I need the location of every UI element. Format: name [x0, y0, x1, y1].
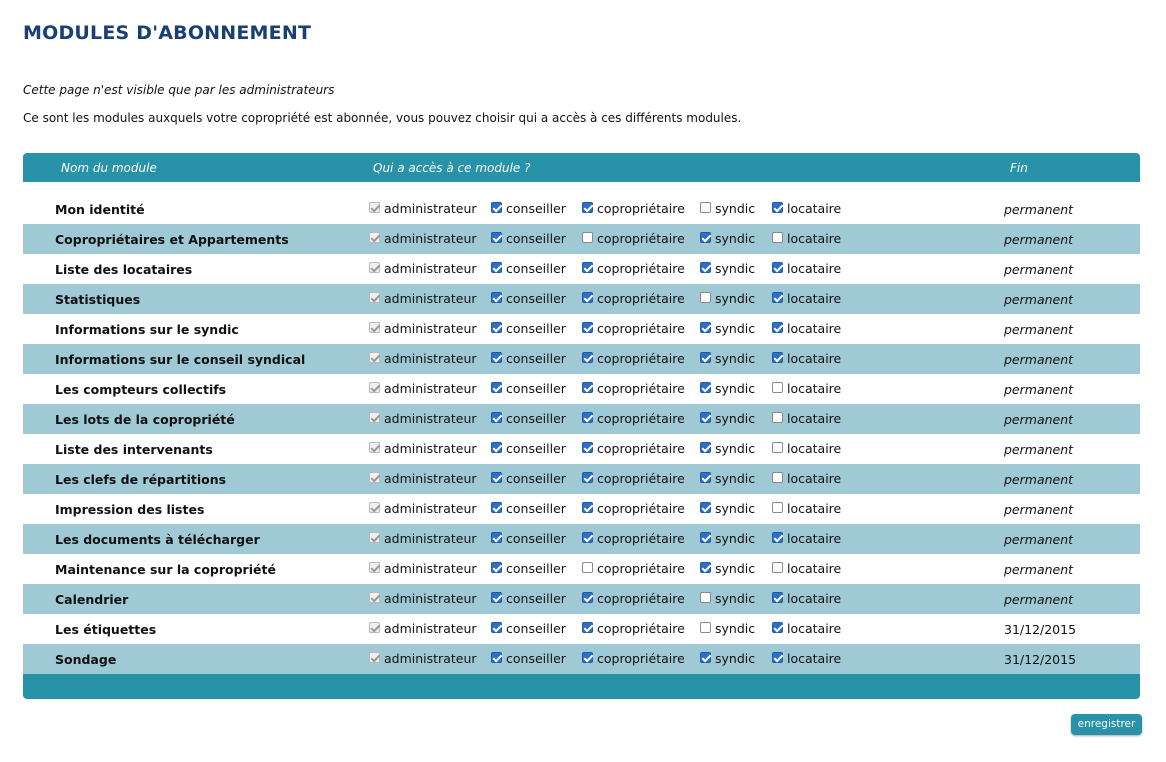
access-label-locataire: locataire [787, 591, 842, 606]
access-label-locataire: locataire [787, 411, 842, 426]
access-checkbox-conseiller[interactable] [491, 502, 502, 513]
access-checkbox-conseiller[interactable] [491, 442, 502, 453]
end-date: permanent [1004, 382, 1074, 397]
access-checkbox-syndic[interactable] [700, 202, 711, 213]
access-label-coproprietaire: copropriétaire [597, 321, 685, 336]
access-label-conseiller: conseiller [506, 321, 566, 336]
header-end: Fin [1010, 161, 1028, 175]
module-name: Les étiquettes [55, 622, 157, 637]
access-label-coproprietaire: copropriétaire [597, 561, 685, 576]
access-label-syndic: syndic [715, 561, 756, 576]
table-row [23, 314, 1140, 344]
module-name: Mon identité [55, 202, 145, 217]
access-label-administrateur: administrateur [384, 471, 477, 486]
access-label-coproprietaire: copropriétaire [597, 531, 685, 546]
access-label-administrateur: administrateur [384, 411, 477, 426]
access-label-coproprietaire: copropriétaire [597, 471, 685, 486]
access-checkbox-syndic[interactable] [700, 652, 711, 663]
access-label-administrateur: administrateur [384, 231, 477, 246]
end-date: permanent [1004, 592, 1074, 607]
module-name: Les clefs de répartitions [55, 472, 227, 487]
access-checkbox-administrateur [369, 472, 380, 483]
access-checkbox-administrateur [369, 202, 380, 213]
access-checkbox-administrateur [369, 292, 380, 303]
access-label-administrateur: administrateur [384, 651, 477, 666]
access-checkbox-conseiller[interactable] [491, 472, 502, 483]
access-label-coproprietaire: copropriétaire [597, 291, 685, 306]
access-checkbox-administrateur [369, 322, 380, 333]
access-checkbox-coproprietaire[interactable] [582, 652, 593, 663]
access-checkbox-coproprietaire[interactable] [582, 382, 593, 393]
access-label-administrateur: administrateur [384, 441, 477, 456]
table-row [23, 404, 1140, 434]
access-checkbox-coproprietaire[interactable] [582, 412, 593, 423]
access-label-coproprietaire: copropriétaire [597, 351, 685, 366]
table-row [23, 644, 1140, 674]
table-row [23, 464, 1140, 494]
access-checkbox-locataire[interactable] [772, 292, 783, 303]
access-label-conseiller: conseiller [506, 651, 566, 666]
access-checkbox-administrateur [369, 532, 380, 543]
access-label-locataire: locataire [787, 441, 842, 456]
access-checkbox-coproprietaire[interactable] [582, 352, 593, 363]
access-checkbox-coproprietaire[interactable] [582, 322, 593, 333]
access-checkbox-locataire[interactable] [772, 202, 783, 213]
access-label-coproprietaire: copropriétaire [597, 381, 685, 396]
access-label-locataire: locataire [787, 261, 842, 276]
access-checkbox-syndic[interactable] [700, 562, 711, 573]
access-checkbox-locataire[interactable] [772, 232, 783, 243]
access-label-administrateur: administrateur [384, 291, 477, 306]
module-name: Les documents à télécharger [55, 532, 260, 547]
end-date: permanent [1004, 442, 1074, 457]
access-checkbox-locataire[interactable] [772, 652, 783, 663]
table-row [23, 584, 1140, 614]
access-checkbox-locataire[interactable] [772, 472, 783, 483]
access-label-locataire: locataire [787, 531, 842, 546]
module-name: Les compteurs collectifs [55, 382, 227, 397]
access-label-syndic: syndic [715, 621, 756, 636]
access-checkbox-conseiller[interactable] [491, 262, 502, 273]
end-date: permanent [1004, 412, 1074, 427]
access-label-administrateur: administrateur [384, 381, 477, 396]
access-label-locataire: locataire [787, 381, 842, 396]
access-label-conseiller: conseiller [506, 441, 566, 456]
access-checkbox-syndic[interactable] [700, 592, 711, 603]
access-checkbox-conseiller[interactable] [491, 562, 502, 573]
page-description: Ce sont les modules auxquels votre copropriété est abonnée, vous pouvez choisir qui a accès à ces différents modules. [23, 111, 742, 125]
access-label-syndic: syndic [715, 291, 756, 306]
access-checkbox-administrateur [369, 262, 380, 273]
access-checkbox-locataire[interactable] [772, 262, 783, 273]
access-label-conseiller: conseiller [506, 471, 566, 486]
access-checkbox-locataire[interactable] [772, 592, 783, 603]
access-checkbox-administrateur [369, 652, 380, 663]
module-name: Informations sur le conseil syndical [55, 352, 306, 367]
module-name: Sondage [55, 652, 117, 667]
access-checkbox-locataire[interactable] [772, 562, 783, 573]
access-checkbox-syndic[interactable] [700, 622, 711, 633]
header-module-name: Nom du module [61, 161, 157, 175]
access-checkbox-conseiller[interactable] [491, 652, 502, 663]
access-checkbox-coproprietaire[interactable] [582, 562, 593, 573]
access-checkbox-coproprietaire[interactable] [582, 592, 593, 603]
table-row [23, 524, 1140, 554]
access-checkbox-administrateur [369, 562, 380, 573]
access-checkbox-locataire[interactable] [772, 352, 783, 363]
access-checkbox-syndic[interactable] [700, 532, 711, 543]
access-label-administrateur: administrateur [384, 561, 477, 576]
access-checkbox-locataire[interactable] [772, 412, 783, 423]
table-row [23, 434, 1140, 464]
access-label-administrateur: administrateur [384, 351, 477, 366]
access-checkbox-administrateur [369, 412, 380, 423]
access-label-syndic: syndic [715, 471, 756, 486]
access-checkbox-administrateur [369, 502, 380, 513]
table-row [23, 284, 1140, 314]
access-label-syndic: syndic [715, 501, 756, 516]
access-label-conseiller: conseiller [506, 531, 566, 546]
access-label-coproprietaire: copropriétaire [597, 261, 685, 276]
module-name: Maintenance sur la copropriété [55, 562, 276, 577]
access-label-locataire: locataire [787, 621, 842, 636]
access-checkbox-syndic[interactable] [700, 412, 711, 423]
access-label-locataire: locataire [787, 561, 842, 576]
access-checkbox-coproprietaire[interactable] [582, 232, 593, 243]
access-label-administrateur: administrateur [384, 621, 477, 636]
access-checkbox-conseiller[interactable] [491, 382, 502, 393]
access-label-locataire: locataire [787, 291, 842, 306]
end-date: permanent [1004, 352, 1074, 367]
access-label-syndic: syndic [715, 651, 756, 666]
access-label-coproprietaire: copropriétaire [597, 201, 685, 216]
access-label-syndic: syndic [715, 321, 756, 336]
access-label-conseiller: conseiller [506, 591, 566, 606]
access-label-syndic: syndic [715, 591, 756, 606]
access-checkbox-conseiller[interactable] [491, 352, 502, 363]
access-checkbox-locataire[interactable] [772, 382, 783, 393]
page-title: MODULES D'ABONNEMENT [23, 22, 312, 44]
access-checkbox-administrateur [369, 592, 380, 603]
access-checkbox-conseiller[interactable] [491, 292, 502, 303]
access-label-coproprietaire: copropriétaire [597, 591, 685, 606]
access-label-syndic: syndic [715, 441, 756, 456]
end-date: permanent [1004, 262, 1074, 277]
table-row [23, 554, 1140, 584]
access-label-locataire: locataire [787, 471, 842, 486]
access-checkbox-syndic[interactable] [700, 442, 711, 453]
access-checkbox-administrateur [369, 232, 380, 243]
access-checkbox-locataire[interactable] [772, 532, 783, 543]
end-date: permanent [1004, 322, 1074, 337]
access-label-conseiller: conseiller [506, 351, 566, 366]
access-label-coproprietaire: copropriétaire [597, 651, 685, 666]
access-label-conseiller: conseiller [506, 621, 566, 636]
access-checkbox-coproprietaire[interactable] [582, 292, 593, 303]
module-name: Liste des locataires [55, 262, 193, 277]
access-label-syndic: syndic [715, 261, 756, 276]
table-row [23, 194, 1140, 224]
access-checkbox-syndic[interactable] [700, 382, 711, 393]
access-label-conseiller: conseiller [506, 561, 566, 576]
access-checkbox-conseiller[interactable] [491, 532, 502, 543]
access-label-syndic: syndic [715, 411, 756, 426]
access-label-conseiller: conseiller [506, 201, 566, 216]
table-row [23, 614, 1140, 644]
access-label-locataire: locataire [787, 201, 842, 216]
table-row [23, 254, 1140, 284]
access-checkbox-syndic[interactable] [700, 472, 711, 483]
header-access: Qui a accès à ce module ? [373, 161, 531, 175]
module-name: Statistiques [55, 292, 141, 307]
module-name: Copropriétaires et Appartements [55, 232, 289, 247]
access-checkbox-locataire[interactable] [772, 322, 783, 333]
access-label-locataire: locataire [787, 231, 842, 246]
end-date: permanent [1004, 202, 1074, 217]
end-date: 31/12/2015 [1004, 652, 1077, 667]
table-row [23, 344, 1140, 374]
access-checkbox-conseiller[interactable] [491, 412, 502, 423]
access-label-locataire: locataire [787, 351, 842, 366]
access-label-syndic: syndic [715, 231, 756, 246]
access-checkbox-syndic[interactable] [700, 352, 711, 363]
access-label-coproprietaire: copropriétaire [597, 621, 685, 636]
access-label-conseiller: conseiller [506, 261, 566, 276]
access-checkbox-conseiller[interactable] [491, 622, 502, 633]
access-checkbox-coproprietaire[interactable] [582, 532, 593, 543]
access-label-administrateur: administrateur [384, 261, 477, 276]
access-checkbox-administrateur [369, 352, 380, 363]
access-label-administrateur: administrateur [384, 321, 477, 336]
table-body [23, 182, 1140, 674]
access-label-conseiller: conseiller [506, 231, 566, 246]
end-date: permanent [1004, 232, 1074, 247]
access-checkbox-coproprietaire[interactable] [582, 622, 593, 633]
access-checkbox-coproprietaire[interactable] [582, 472, 593, 483]
access-label-conseiller: conseiller [506, 381, 566, 396]
access-label-coproprietaire: copropriétaire [597, 411, 685, 426]
admin-only-note: Cette page n'est visible que par les administrateurs [23, 83, 335, 97]
table-row [23, 494, 1140, 524]
module-name: Calendrier [55, 592, 129, 607]
end-date: permanent [1004, 502, 1074, 517]
access-label-conseiller: conseiller [506, 501, 566, 516]
access-checkbox-locataire[interactable] [772, 622, 783, 633]
access-label-locataire: locataire [787, 501, 842, 516]
access-label-administrateur: administrateur [384, 591, 477, 606]
table-row [23, 224, 1140, 254]
access-checkbox-administrateur [369, 382, 380, 393]
access-label-syndic: syndic [715, 201, 756, 216]
access-checkbox-locataire[interactable] [772, 502, 783, 513]
access-label-administrateur: administrateur [384, 201, 477, 216]
access-label-locataire: locataire [787, 321, 842, 336]
access-label-conseiller: conseiller [506, 291, 566, 306]
access-checkbox-conseiller[interactable] [491, 592, 502, 603]
access-label-syndic: syndic [715, 531, 756, 546]
save-button[interactable]: enregistrer [1071, 714, 1142, 735]
access-checkbox-coproprietaire[interactable] [582, 502, 593, 513]
table-header [23, 153, 1140, 182]
access-checkbox-syndic[interactable] [700, 322, 711, 333]
access-label-conseiller: conseiller [506, 411, 566, 426]
access-label-administrateur: administrateur [384, 501, 477, 516]
access-label-administrateur: administrateur [384, 531, 477, 546]
module-name: Informations sur le syndic [55, 322, 239, 337]
module-name: Impression des listes [55, 502, 205, 517]
access-checkbox-administrateur [369, 442, 380, 453]
end-date: permanent [1004, 472, 1074, 487]
access-checkbox-administrateur [369, 622, 380, 633]
access-checkbox-coproprietaire[interactable] [582, 262, 593, 273]
module-name: Liste des intervenants [55, 442, 213, 457]
access-checkbox-coproprietaire[interactable] [582, 202, 593, 213]
access-checkbox-syndic[interactable] [700, 232, 711, 243]
access-checkbox-locataire[interactable] [772, 442, 783, 453]
table-row [23, 374, 1140, 404]
modules-table [23, 153, 1140, 699]
access-checkbox-conseiller[interactable] [491, 232, 502, 243]
access-checkbox-coproprietaire[interactable] [582, 442, 593, 453]
access-label-syndic: syndic [715, 381, 756, 396]
access-checkbox-syndic[interactable] [700, 262, 711, 273]
access-label-coproprietaire: copropriétaire [597, 231, 685, 246]
access-label-coproprietaire: copropriétaire [597, 441, 685, 456]
access-label-coproprietaire: copropriétaire [597, 501, 685, 516]
access-checkbox-syndic[interactable] [700, 292, 711, 303]
end-date: permanent [1004, 292, 1074, 307]
access-checkbox-conseiller[interactable] [491, 202, 502, 213]
end-date: 31/12/2015 [1004, 622, 1077, 637]
module-name: Les lots de la copropriété [55, 412, 235, 427]
access-checkbox-syndic[interactable] [700, 502, 711, 513]
end-date: permanent [1004, 562, 1074, 577]
access-label-locataire: locataire [787, 651, 842, 666]
end-date: permanent [1004, 532, 1074, 547]
access-checkbox-conseiller[interactable] [491, 322, 502, 333]
access-label-syndic: syndic [715, 351, 756, 366]
